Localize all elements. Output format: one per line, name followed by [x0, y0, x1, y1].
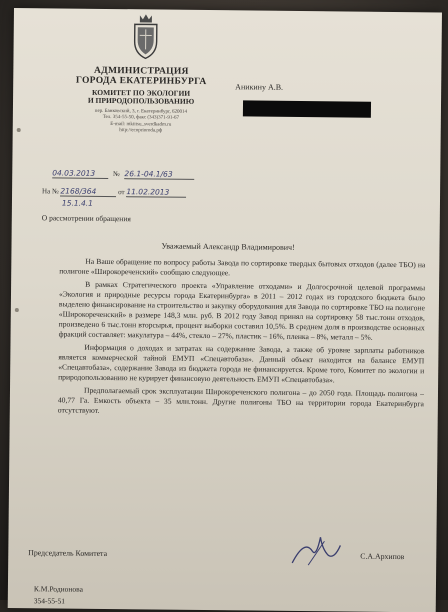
letterhead [59, 66, 224, 135]
incoming-number: 2168/364 [60, 186, 116, 197]
handwritten-signature [284, 531, 344, 572]
website-line: http://ecoprioroda.рф [119, 128, 163, 134]
letter-sheet [8, 8, 442, 612]
executor-phone: 354-55-51 [33, 596, 66, 606]
paragraph: На Ваше обращение по вопросу работы Завода по сортировке твердых бытовых отходов (далее ТБО) на полигоне «Широкореченский» сообщаю следующее. [59, 256, 426, 278]
punch-hole [17, 128, 21, 132]
committee-name-line1: КОМИТЕТ ПО ЭКОЛОГИИ [92, 87, 191, 98]
greeting: Уважаемый Александр Владимирович! [161, 241, 295, 252]
paragraph: В рамках Стратегического проекта «Управление отходами» и Долгосрочной целевой программы «Экология и природные ресурсы города Екатеринбурга» в 2011 – 2012 годах из городского бюджета было выделено финансирование на строительство и закупку оборудования для Завода по сортировке ТБО на полигоне «Широкореченский» в размере 148,3 млн. руб. В 2012 году Завод принял на сортировку 58 тыс.тонн отходов, произведено 6 тыс.тонн вторсырья, процент выборки составил 10,5%. В среднем доля в производстве основных фракций составляет: макулатура – 44%, стекло – 27%, пластик – 16%, пленка – 8%, металл – 5%. [58, 279, 426, 342]
email-line: E-mail: mkiitsu_sverdkadm.ru [110, 121, 172, 128]
registration-number: 26.1-04.1/63 [124, 169, 194, 180]
from-label: от [118, 188, 125, 197]
executor-name: К.М.Родионова [33, 584, 84, 594]
recipient-name: Аникину А.В. [235, 82, 284, 92]
subject-line: О рассмотрении обращения [41, 213, 131, 224]
address-line: пер. Банковский, 3, г. Екатеринбург, 620014 [94, 108, 188, 115]
number-sign: № [112, 170, 120, 179]
punch-hole [15, 308, 19, 312]
paragraph: Предполагаемый срок эксплуатации Широкореченского полигона – до 2050 года. Площадь полигона – 40,77 Га. Емкость объекта – 35 млн.тонн. Другие полигоны ТБО на территории города Екатеринбурга отсутствуют. [57, 385, 425, 416]
extra-registration-number: 15.1.4.1 [61, 198, 94, 208]
coat-of-arms-icon [130, 13, 160, 59]
reference-label: На № [42, 187, 59, 196]
paragraph: Информация о доходах и затратах на содержание Завода, а также об уровне зарплаты работников является коммерческой тайной ЕМУП «Спецавтобаза». Данный объект находится на балансе ЕМУП «Спецавтобаза», содержание Завода из бюджета города не финансируется. Кроме того, Комитет по экологии и природопользованию не курирует финансовую деятельность ЕМУП «Спецавтобаза». [58, 342, 425, 385]
signer-name: С.А.Архипов [360, 551, 405, 562]
signer-position: Председатель Комитета [28, 548, 108, 559]
registration-date: 04.03.2013 [52, 168, 108, 179]
letter-body [58, 256, 426, 422]
incoming-date: 11.02.2013 [126, 187, 186, 198]
committee-name-line2: И ПРИРОДОПОЛЬЗОВАНИЮ [87, 95, 195, 106]
incoming-reference-line [42, 186, 186, 198]
org-name-line2: ГОРОДА ЕКАТЕРИНБУРГА [75, 75, 207, 87]
phone-line: Тел. 354-55-50, факс (343)371-91-67 [102, 115, 180, 121]
redacted-address-block [243, 100, 371, 117]
org-name-line1: АДМИНИСТРАЦИЯ [93, 65, 189, 77]
registration-line [52, 168, 194, 179]
